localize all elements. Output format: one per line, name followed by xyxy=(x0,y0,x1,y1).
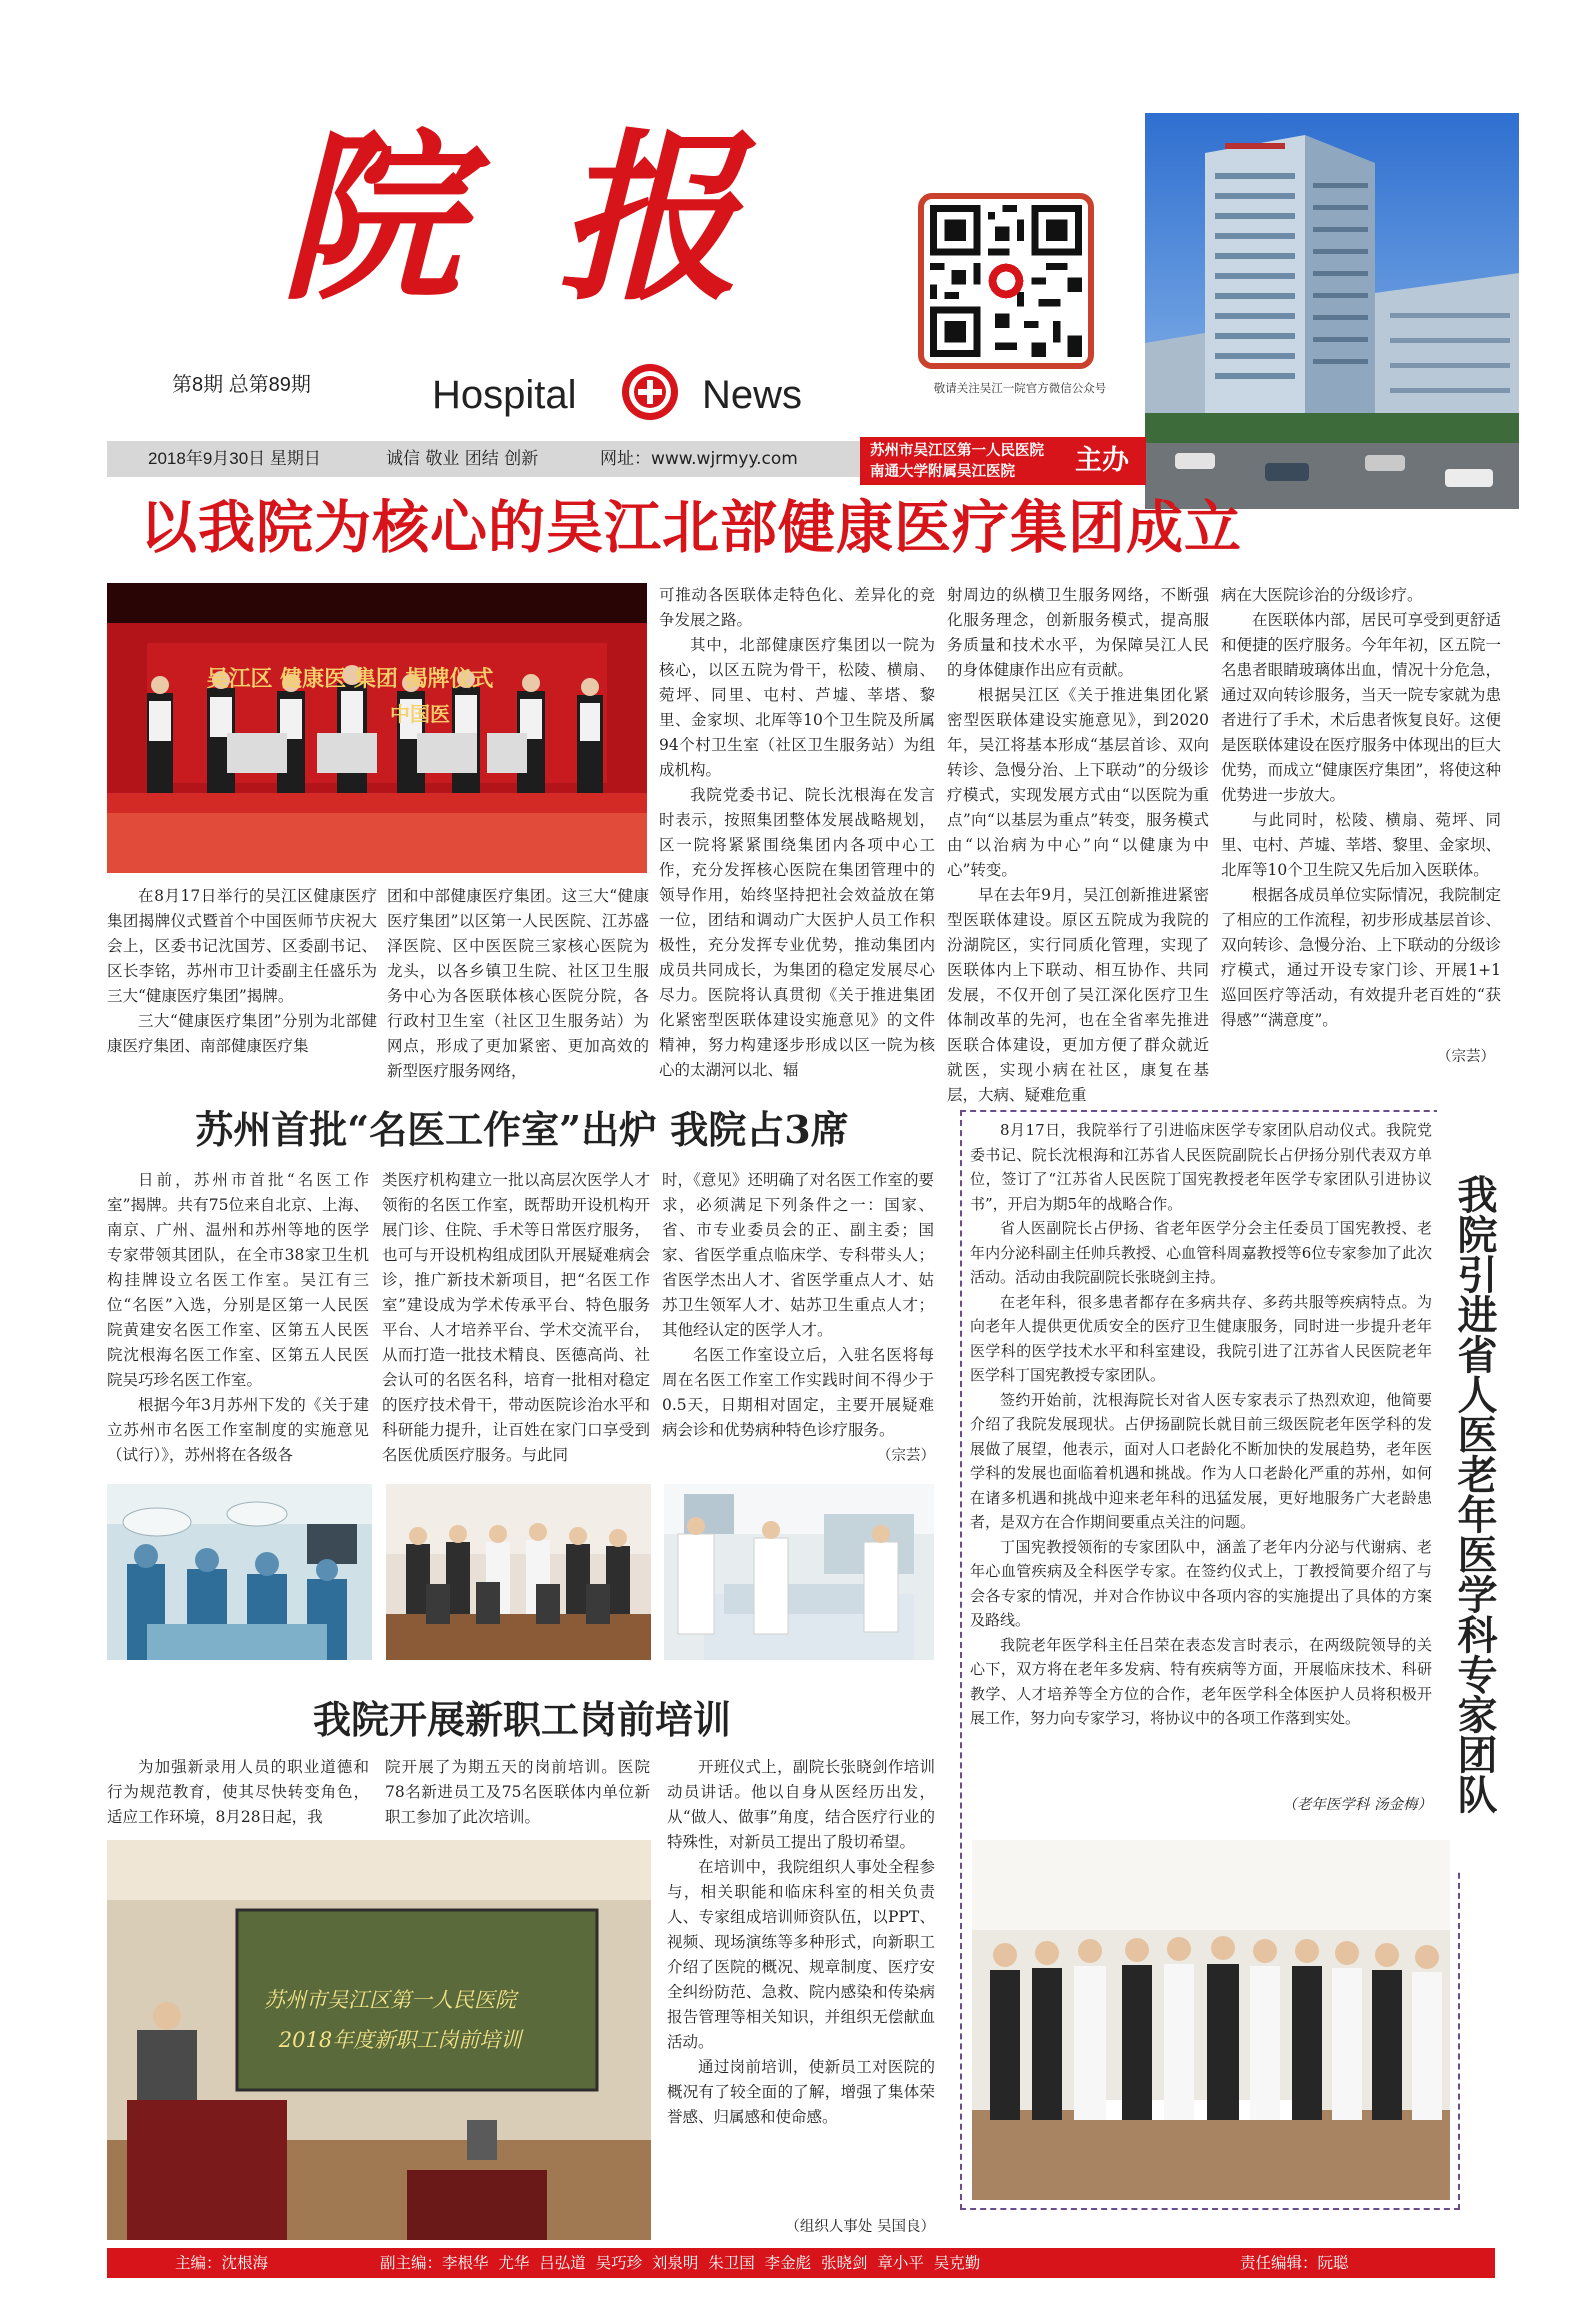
article3-photo-banner-2: 2018年度新职工岗前培训 xyxy=(278,2028,522,2052)
article3-photo-banner-1: 苏州市吴江区第一人民医院 xyxy=(264,1988,516,2012)
article1-paragraph: 根据各成员单位实际情况，我院制定了相应的工作流程，初步形成基层首诊、双向转诊、急慢分治、上下联动的分级诊疗模式，通过开设专家门诊、开展1+1巡回医疗等活动，有效提升老百姓的“获得感”“满意度”。 xyxy=(1221,886,1501,1029)
article3-headline: 我院开展新职工岗前培训 xyxy=(312,1697,731,1742)
article1-column-4 xyxy=(947,583,1209,1104)
article4-group-photo xyxy=(972,1840,1450,2200)
masthead-english-left: Hospital xyxy=(432,373,577,417)
footer-chief-editor: 主编：沈根海 xyxy=(175,2254,269,2272)
article4-headline: 我院引进省人医老年医学科专家团队 xyxy=(1437,1110,1497,1870)
article2-paragraph: 日前，苏州市首批“名医工作室”揭牌。共有75位来自北京、上海、南京、广州、温州和苏州等地的医学专家带领其团队，在全市38家卫生机构挂牌设立名医工作室。吴江有三位“名医”入选，分别是区第一人民医院黄建安名医工作室、区第五人民医院沈根海名医工作室、区第五人民医院吴巧珍名医工作室。 xyxy=(107,1171,369,1389)
qr-caption: 敬请关注吴江一院官方微信公众号 xyxy=(933,381,1107,395)
article1-column-5 xyxy=(1221,583,1501,1070)
article4-signature: （老年医学科 汤金梅） xyxy=(1282,1797,1432,1813)
article3-paragraph: 院开展了为期五天的岗前培训。医院78名新进员工及75名医联体内单位新职工参加了此次培训。 xyxy=(385,1758,650,1826)
publication-date: 2018年9月30日 星期日 xyxy=(148,449,321,468)
article1-photo-banner-2: 中国医 xyxy=(390,702,450,726)
article1-column-2 xyxy=(387,884,649,1080)
article1-paragraph: 根据吴江区《关于推进集团化紧密型医联体建设实施意见》，到2020年，吴江将基本形成“基层首诊、双向转诊、急慢分治、上下联动”的分级诊疗模式，实现发展方式由“以医院为重点”向“以基层为重点”转变，服务模式由“以治病为中心”向“以健康为中心”转变。 xyxy=(947,686,1209,879)
article2-group-photo xyxy=(386,1484,651,1660)
article3-column-3 xyxy=(667,1755,935,2235)
article2-surgery-photo xyxy=(107,1484,372,1660)
sponsor-line-1: 苏州市吴江区第一人民医院 xyxy=(870,443,1044,459)
article3-paragraph: 开班仪式上，副院长张晓剑作培训动员讲话。他以自身从医经历出发，从“做人、做事”角度，结合医疗行业的特殊性，对新员工提出了殷切希望。 xyxy=(667,1758,935,1851)
article1-column-1 xyxy=(107,884,377,1070)
article1-paragraph: 早在去年9月，吴江创新推进紧密型医联体建设。原区五院成为我院的汾湖院区，实行同质化管理，实现了医联体内上下联动、相互协作、共同发展，不仅开创了吴江深化医疗卫生体制改革的先河，也在全省率先推进医联合体建设，更加方便了群众就近就医，实现小病在社区，康复在基层，大病、疑难危重 xyxy=(947,886,1209,1104)
article1-signature: （宗芸） xyxy=(1437,1049,1495,1065)
article1-paragraph: 我院党委书记、院长沈根海在发言时表示，按照集团整体发展战略规划，区一院将紧紧围绕集团内各项中心工作，充分发挥核心医院在集团管理中的领导作用，始终坚持把社会效益放在第一位，团结和调动广大医护人员工作积极性，充分发挥专业优势，推动集团内成员共同成长，为集团的稳定发展尽心尽力。医院将认真贯彻《关于推进集团化紧密型医联体建设实施意见》的文件精神，努力构建逐步形成以区一院为核心的太湖河以北、辐 xyxy=(659,786,935,1079)
article1-ceremony-photo xyxy=(107,583,647,873)
article4-body xyxy=(970,1118,1432,1793)
article3-paragraph: 通过岗前培训，使新员工对医院的概况有了较全面的了解，增强了集体荣誉感、归属感和使命感。 xyxy=(667,2058,935,2126)
article2-paragraph: 类医疗机构建立一批以高层次医学人才领衔的名医工作室，既帮助开设机构开展门诊、住院、手术等日常医疗服务，也可与开设机构组成团队开展疑难病会诊，推广新技术新项目，把“名医工作室”建设成为学术传承平台、特色服务平台、人才培养平台、学术交流平台，从而打造一批技术精良、医德高尚、社会认可的名医名科，培育一批相对稳定的医疗技术骨干，带动医院诊治水平和科研能力提升，让百姓在家门口享受到名医优质医疗服务。与此同 xyxy=(382,1171,650,1464)
article1-photo-banner-1: 吴江区 健康医 集团 揭牌仪式 xyxy=(206,667,494,692)
article1-column-3 xyxy=(659,583,935,1079)
article2-paragraph: 根据今年3月苏州下发的《关于建立苏州市名医工作室制度的实施意见（试行）》，苏州将在各级各 xyxy=(107,1396,369,1464)
article2-paragraph: 时，《意见》还明确了对名医工作室的要求，必须满足下列条件之一：国家、省、市专业委员会的正、副主委；国家、省医学重点临床学、专科带头人；省医学杰出人才、省医学重点人才、姑苏卫生领军人才、姑苏卫生重点人才；其他经认定的医学人才。 xyxy=(662,1171,934,1339)
motto: 诚信 敬业 团结 创新 xyxy=(386,449,539,469)
website: 网址：www.wjrmyy.com xyxy=(600,449,798,469)
sponsor-line-2: 南通大学附属吴江医院 xyxy=(870,464,1015,480)
article1-headline: 以我院为核心的吴江北部健康医疗集团成立 xyxy=(140,495,1242,561)
article4-paragraph: 签约开始前，沈根海院长对省人医专家表示了热烈欢迎，他简要介绍了我院发展现状。占伊扬副院长就目前三级医院老年医学科的发展做了展望，他表示，面对人口老龄化不断加快的发展趋势，老年医学科的发展也面临着机遇和挑战。作为人口老龄化严重的苏州，如何在诸多机遇和挑战中迎来老年科的迅猛发展，更好地服务广大老龄患者，是双方在合作期间要重点关注的问题。 xyxy=(970,1390,1432,1531)
article2-signature: （宗芸） xyxy=(877,1448,935,1464)
sponsor-tag: 主办 xyxy=(1075,445,1129,476)
masthead-english-right: News xyxy=(702,373,803,417)
article1-paragraph: 团和中部健康医疗集团。这三大“健康医疗集团”以区第一人民医院、江苏盛泽医院、区中医医院三家核心医院为龙头，以各乡镇卫生院、社区卫生服务中心为各医联体核心医院分院，各行政村卫生室（社区卫生服务站）为网点，形成了更加紧密、更加高效的新型医疗服务网络， xyxy=(387,887,649,1080)
masthead-title: 院 报 xyxy=(280,111,756,325)
article1-paragraph: 其中，北部健康医疗集团以一院为核心，以区五院为骨干，松陵、横扇、菀坪、同里、屯村、芦墟、莘塔、黎里、金家坝、北厍等10个卫生院及所属94个村卫生室（社区卫生服务站）为组成机构。 xyxy=(659,636,935,779)
article1-paragraph: 射周边的纵横卫生服务网络，不断强化服务理念，创新服务模式，提高服务质量和技术水平，为保障吴江人民的身体健康作出应有贡献。 xyxy=(947,586,1209,679)
hospital-building-photo xyxy=(1145,113,1519,509)
footer-responsible-editor: 责任编辑：阮聪 xyxy=(1240,2254,1349,2272)
article2-column-2 xyxy=(382,1168,650,1468)
article2-paragraph: 名医工作室设立后，入驻名医将每周在名医工作室工作实践时间不得少于0.5天，日期相对固定，主要开展疑难病会诊和优势病种特色诊疗服务。 xyxy=(662,1346,934,1439)
article1-paragraph: 在8月17日举行的吴江区健康医疗集团揭牌仪式暨首个中国医师节庆祝大会上，区委书记沈国芳、区委副书记、区长李铭，苏州市卫计委副主任盛乐为三大“健康医疗集团”揭牌。 xyxy=(107,887,377,1005)
hospital-logo xyxy=(620,362,680,422)
article4-paragraph: 省人医副院长占伊扬、省老年医学分会主任委员丁国宪教授、老年内分泌科副主任帅兵教授、心血管科周嘉教授等6位专家参加了此次活动。活动由我院副院长张晓剑主持。 xyxy=(970,1219,1432,1286)
article4-paragraph: 在老年科，很多患者都存在多病共存、多药共服等疾病特点。为向老年人提供更优质安全的医疗卫生健康服务，同时进一步提升老年医学科的医学技术水平和科室建设，我院引进了江苏省人民医院老年医学科丁国宪教授专家团队。 xyxy=(970,1292,1432,1384)
article1-paragraph: 三大“健康医疗集团”分别为北部健康医疗集团、南部健康医疗集 xyxy=(107,1012,377,1055)
article2-column-3 xyxy=(662,1168,934,1443)
article4-paragraph: 丁国宪教授领衔的专家团队中，涵盖了老年内分泌与代谢病、老年心血管疾病及全科医学专家。在签约仪式上，丁教授简要介绍了与会各专家的情况，并对合作协议中各项内容的实施提出了具体的方案及路线。 xyxy=(970,1537,1432,1629)
article1-paragraph: 可推动各医联体走特色化、差异化的竞争发展之路。 xyxy=(659,586,935,629)
masthead xyxy=(0,0,1595,510)
article2-headline: 苏州首批“名医工作室”出炉 我院占3席 xyxy=(195,1107,849,1152)
article1-paragraph: 在医联体内部，居民可享受到更舒适和便捷的医疗服务。今年年初，区五院一名患者眼睛玻璃体出血，情况十分危急，通过双向转诊服务，当天一院专家就为患者进行了手术，术后患者恢复良好。这便是医联体建设在医疗服务中体现出的巨大优势，而成立“健康医疗集团”，将使这种优势进一步放大。 xyxy=(1221,611,1501,804)
article4-paragraph: 8月17日，我院举行了引进临床医学专家团队启动仪式。我院党委书记、院长沈根海和江苏省人民医院副院长占伊扬分别代表双方单位，签订了“江苏省人民医院丁国宪教授老年医学专家团队引进协议书”，开启为期5年的战略合作。 xyxy=(970,1121,1432,1213)
article3-paragraph: 为加强新录用人员的职业道德和行为规范教育，使其尽快转变角色，适应工作环境，8月28日起，我 xyxy=(107,1758,369,1826)
article3-paragraph: 在培训中，我院组织人事处全程参与，相关职能和临床科室的相关负责人、专家组成培训师资队伍，以PPT、视频、现场演练等多种形式，向新职工介绍了医院的概况、规章制度、医疗安全纠纷防范、急救、院内感染和传染病报告管理等相关知识，并组织无偿献血活动。 xyxy=(667,1858,935,2051)
article1-paragraph: 与此同时，松陵、横扇、菀坪、同里、屯村、芦墟、莘塔、黎里、金家坝、北厍等10个卫生院又先后加入医联体。 xyxy=(1221,811,1501,879)
footer-deputy-editors: 副主编：李根华 尤华 吕弘道 吴巧珍 刘泉明 朱卫国 李金彪 张晓剑 章小平 吴克勤 xyxy=(380,2254,981,2272)
article2-column-1 xyxy=(107,1168,369,1468)
qr-code xyxy=(918,193,1094,369)
article2-ward-photo xyxy=(664,1484,934,1660)
issue-number: 第8期 总第89期 xyxy=(172,374,311,396)
article3-signature: （组织人事处 吴国良） xyxy=(785,2219,935,2235)
article1-paragraph: 病在大医院诊治的分级诊疗。 xyxy=(1221,586,1423,604)
article4-paragraph: 我院老年医学科主任吕荣在表态发言时表示，在两级院领导的关心下，双方将在老年多发病、特有疾病等方面，开展临床技术、科研教学、人才培养等全方位的合作，老年医学科全体医护人员将积极开展工作，努力向专家学习，将协议中的各项工作落到实处。 xyxy=(970,1635,1432,1727)
